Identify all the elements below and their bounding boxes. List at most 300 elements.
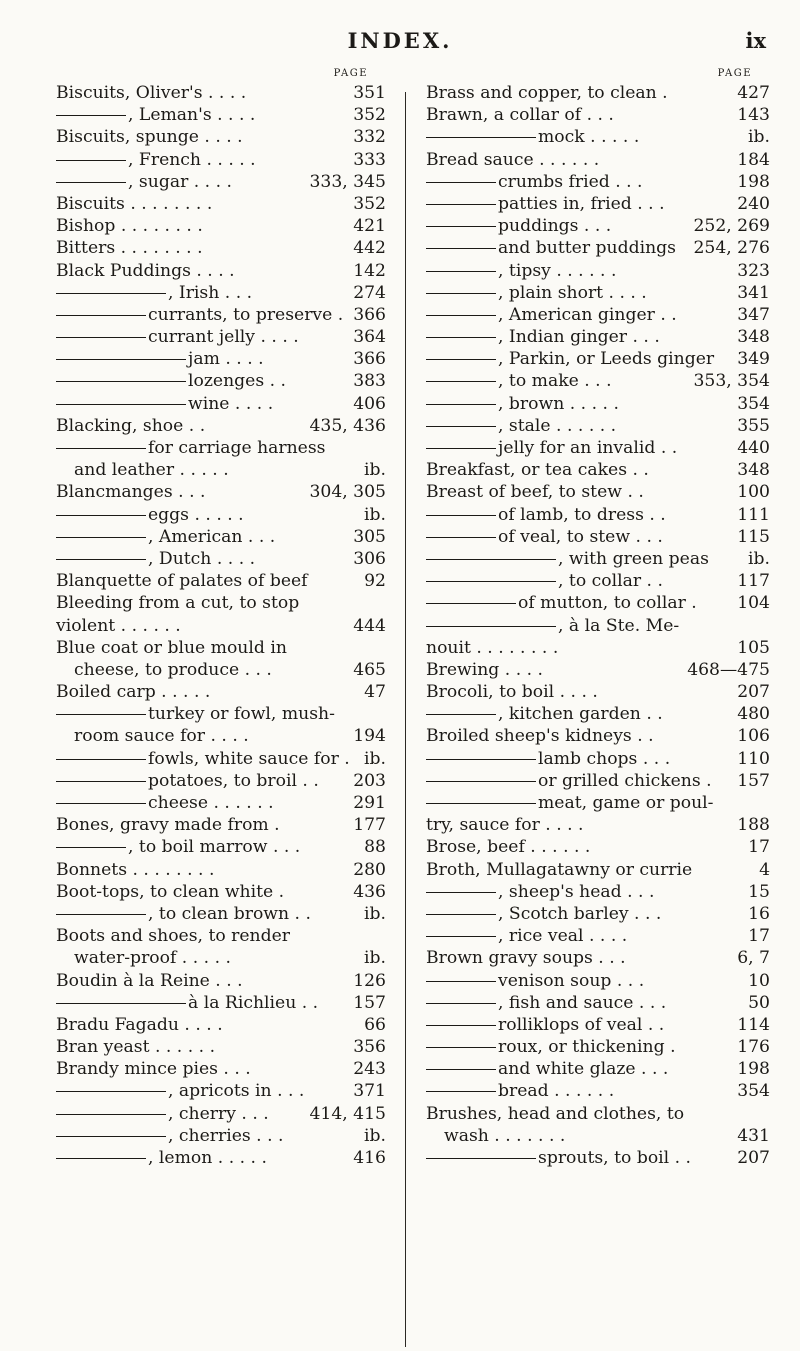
ditto-dash (426, 226, 496, 227)
index-entry (56, 814, 386, 836)
entry-page-number: 354 (737, 393, 770, 414)
entry-page-number: 280 (353, 859, 386, 880)
entry-page-number: 104 (737, 593, 770, 614)
entry-page-number: ib. (364, 948, 386, 969)
index-entry (56, 326, 386, 348)
index-entry (426, 703, 770, 725)
ditto-dash (56, 381, 186, 382)
index-entry (426, 215, 770, 237)
index-entry (426, 1014, 770, 1036)
entry-label (426, 925, 627, 947)
entry-label (56, 193, 212, 215)
index-entry (56, 82, 386, 104)
entry-text: Biscuits . . . . . . . . (56, 193, 213, 214)
entry-page-number: 207 (737, 682, 770, 703)
entry-label (426, 481, 644, 503)
entry-label (426, 592, 697, 614)
entry-label (426, 570, 663, 592)
entry-label (426, 947, 626, 969)
entry-text: roux, or thickening . (498, 1037, 676, 1058)
entry-page-number: 333, 345 (309, 171, 386, 192)
ditto-dash (56, 448, 146, 449)
entry-label (56, 703, 335, 725)
entry-page-number: 414, 415 (309, 1103, 386, 1124)
ditto-dash (56, 537, 146, 538)
entry-text: , plain short . . . . (498, 282, 647, 303)
ditto-dash (426, 1003, 496, 1004)
entry-text: , American . . . (148, 526, 276, 547)
entry-text: puddings . . . (498, 216, 612, 237)
index-entry (426, 1036, 770, 1058)
ditto-dash (56, 1136, 166, 1137)
index-list-right (426, 82, 770, 1169)
entry-label (426, 393, 619, 415)
ditto-dash (426, 448, 496, 449)
entry-label (426, 282, 647, 304)
entry-label (56, 925, 290, 947)
index-entry (426, 82, 770, 104)
entry-text: and butter puddings (498, 238, 676, 259)
index-column-right (426, 66, 770, 1169)
entry-page-number: 240 (737, 193, 770, 214)
index-entry (56, 637, 386, 659)
index-entry (426, 437, 770, 459)
entry-page-number: 436 (353, 881, 386, 902)
index-entry (426, 481, 770, 503)
entry-label (56, 1080, 304, 1102)
index-entry (56, 348, 386, 370)
ditto-dash (426, 537, 496, 538)
entry-label (426, 215, 611, 237)
entry-text: , with green peas (558, 548, 709, 569)
entry-page-number: 114 (737, 1014, 770, 1035)
ditto-dash (56, 515, 146, 516)
entry-page-number: 15 (748, 881, 770, 902)
entry-text: , fish and sauce . . . (498, 992, 667, 1013)
ditto-dash (56, 803, 146, 804)
ditto-dash (56, 115, 126, 116)
index-entry (56, 1014, 386, 1036)
index-entry (56, 748, 386, 770)
entry-text: of veal, to stew . . . (498, 526, 663, 547)
entry-label (56, 859, 214, 881)
entry-text: mock . . . . . (538, 127, 640, 148)
entry-text: Brushes, head and clothes, to (426, 1103, 685, 1124)
entry-page-number: 176 (737, 1037, 770, 1058)
entry-page-number: 254, 276 (693, 238, 770, 259)
entry-page-number: 194 (353, 726, 386, 747)
entry-page-number: 110 (737, 748, 770, 769)
index-entry (426, 615, 770, 637)
page-number: ix (745, 28, 766, 53)
ditto-dash (426, 1069, 496, 1070)
entry-label (56, 215, 203, 237)
entry-label (56, 237, 203, 259)
entry-text: Brown gravy soups . . . (426, 948, 626, 969)
entry-text: , rice veal . . . . (498, 926, 628, 947)
entry-label (426, 415, 616, 437)
ditto-dash (426, 359, 496, 360)
ditto-dash (56, 160, 126, 161)
ditto-dash (426, 137, 536, 138)
index-entry (56, 437, 386, 459)
index-entry (56, 504, 386, 526)
index-entry (56, 171, 386, 193)
index-entry (426, 748, 770, 770)
entry-label (56, 681, 210, 703)
entry-page-number: 353, 354 (693, 371, 770, 392)
entry-label (426, 615, 679, 637)
entry-page-number: 416 (353, 1148, 386, 1168)
index-entry (56, 792, 386, 814)
entry-text: sprouts, to boil . . (538, 1148, 692, 1168)
entry-page-number: 348 (737, 327, 770, 348)
entry-page-number: 16 (748, 903, 770, 924)
index-entry (56, 548, 386, 570)
entry-page-number: 100 (737, 482, 770, 503)
entry-page-number: 274 (353, 282, 386, 303)
index-entry (56, 459, 386, 481)
entry-label (56, 1058, 251, 1080)
entry-text: Bitters . . . . . . . . (56, 238, 203, 259)
index-entry (426, 1080, 770, 1102)
entry-text: Broth, Mullagatawny or currie (426, 859, 693, 880)
entry-page-number: 203 (353, 770, 386, 791)
ditto-dash (56, 359, 186, 360)
entry-text: à la Richlieu . . (188, 992, 319, 1013)
entry-page-number: 351 (353, 83, 386, 103)
entry-text: Blacking, shoe . . (56, 415, 206, 436)
entry-label (426, 548, 709, 570)
entry-text: , French . . . . . (128, 149, 256, 170)
entry-text: , Leman's . . . . (128, 105, 256, 126)
index-entry (426, 393, 770, 415)
entry-page-number: 468—475 (687, 659, 770, 680)
entry-label (56, 104, 255, 126)
index-entry (56, 1036, 386, 1058)
entry-page-number: 92 (364, 571, 386, 592)
index-entry (426, 548, 770, 570)
entry-label (56, 792, 274, 814)
entry-label (56, 348, 264, 370)
ditto-dash (426, 626, 556, 627)
entry-label (426, 260, 616, 282)
ditto-dash (426, 404, 496, 405)
entry-page-number: 333 (353, 149, 386, 170)
entry-text: Brose, beef . . . . . . (426, 837, 591, 858)
entry-label (426, 1147, 691, 1169)
ditto-dash (426, 714, 496, 715)
ditto-dash (426, 914, 496, 915)
entry-label (56, 437, 326, 459)
index-entry (56, 237, 386, 259)
index-entry (426, 326, 770, 348)
index-entry (426, 282, 770, 304)
ditto-dash (426, 781, 536, 782)
ditto-dash (426, 271, 496, 272)
entry-label (56, 725, 249, 747)
index-entry (426, 592, 770, 614)
ditto-dash (426, 204, 496, 205)
index-entry (56, 881, 386, 903)
entry-page-number: 157 (737, 770, 770, 791)
entry-text: currants, to preserve . (148, 304, 344, 325)
ditto-dash (426, 581, 556, 582)
ditto-dash (426, 936, 496, 937)
entry-text: , to boil marrow . . . (128, 837, 301, 858)
entry-label (426, 526, 663, 548)
index-entry (426, 881, 770, 903)
entry-label (56, 459, 229, 481)
entry-text: Black Puddings . . . . (56, 260, 235, 281)
entry-text: Blue coat or blue mould in (56, 637, 287, 658)
ditto-dash (56, 1114, 166, 1115)
entry-page-number: 184 (737, 149, 770, 170)
entry-page-number: 111 (737, 504, 770, 525)
index-entry (426, 947, 770, 969)
entry-text: cheese, to produce . . . (74, 659, 272, 680)
index-entry (426, 770, 770, 792)
index-entry (56, 925, 386, 947)
entry-text: Breast of beef, to stew . . (426, 482, 644, 503)
entry-page-number: 332 (353, 127, 386, 148)
entry-text: Blancmanges . . . (56, 482, 206, 503)
index-entry (56, 992, 386, 1014)
entry-text: fowls, white sauce for . (148, 748, 350, 769)
index-column-left (56, 66, 386, 1169)
entry-page-number: 465 (353, 659, 386, 680)
entry-text: , brown . . . . . (498, 393, 619, 414)
entry-page-number: 115 (737, 526, 770, 547)
entry-page-number: 355 (737, 415, 770, 436)
entry-label (426, 881, 654, 903)
entry-label (426, 836, 590, 858)
entry-page-number: 126 (353, 970, 386, 991)
entry-text: meat, game or poul- (538, 793, 714, 813)
entry-label (426, 970, 644, 992)
entry-label (56, 1103, 269, 1125)
entry-text: Boot-tops, to clean white . (56, 881, 285, 902)
index-entry (426, 1147, 770, 1169)
entry-page-number: 47 (364, 682, 386, 703)
index-entry (426, 459, 770, 481)
entry-text: Biscuits, Oliver's . . . . (56, 83, 247, 103)
entry-page-number: 364 (353, 327, 386, 348)
entry-label (426, 504, 666, 526)
entry-text: Bleeding from a cut, to stop (56, 593, 300, 614)
page-title: INDEX. (347, 28, 453, 53)
entry-label (426, 171, 643, 193)
entry-text: , sugar . . . . (128, 171, 232, 192)
entry-label (426, 370, 612, 392)
index-entry (426, 925, 770, 947)
entry-page-number: ib. (364, 903, 386, 924)
ditto-dash (426, 293, 496, 294)
index-entry (56, 947, 386, 969)
index-entry (56, 304, 386, 326)
entry-page-number: 348 (737, 460, 770, 481)
index-entry (426, 836, 770, 858)
entry-text: , tipsy . . . . . . (498, 260, 617, 281)
index-entry (426, 637, 770, 659)
entry-page-number: 50 (748, 992, 770, 1013)
index-entry (56, 570, 386, 592)
entry-label (426, 992, 666, 1014)
ditto-dash (56, 759, 146, 760)
index-entry (426, 126, 770, 148)
ditto-dash (426, 759, 536, 760)
entry-text: nouit . . . . . . . . (426, 637, 559, 658)
entry-text: Brewing . . . . (426, 659, 544, 680)
entry-label (426, 703, 663, 725)
entry-text: and white glaze . . . (498, 1059, 669, 1080)
index-entry (56, 1058, 386, 1080)
entry-text: wash . . . . . . . (444, 1125, 566, 1146)
entry-text: try, sauce for . . . . (426, 815, 584, 836)
entry-page-number: 198 (737, 171, 770, 192)
entry-page-number: 88 (364, 837, 386, 858)
index-entry (426, 348, 770, 370)
index-entry (426, 526, 770, 548)
entry-text: crumbs fried . . . (498, 171, 643, 192)
entry-text: violent . . . . . . (56, 615, 181, 636)
entry-label (426, 304, 677, 326)
entry-label (56, 659, 272, 681)
entry-label (426, 193, 665, 215)
entry-page-number: ib. (364, 1125, 386, 1146)
entry-text: venison soup . . . (498, 970, 645, 991)
index-entry (56, 104, 386, 126)
index-entry (56, 659, 386, 681)
entry-label (426, 1058, 668, 1080)
index-entry (56, 725, 386, 747)
ditto-dash (56, 293, 166, 294)
index-entry (426, 859, 770, 881)
index-entry (426, 1125, 770, 1147)
index-entry (426, 104, 770, 126)
index-entry (56, 770, 386, 792)
entry-label (56, 637, 287, 659)
entry-label (56, 903, 311, 925)
entry-text: lamb chops . . . (538, 748, 671, 769)
entry-text: Biscuits, spunge . . . . (56, 127, 243, 148)
index-entry (56, 215, 386, 237)
index-entry (56, 970, 386, 992)
index-entry (56, 481, 386, 503)
entry-label (426, 1080, 614, 1102)
index-entry (426, 970, 770, 992)
entry-label (56, 1125, 284, 1147)
entry-label (56, 1147, 267, 1169)
entry-text: , Scotch barley . . . (498, 903, 662, 924)
ditto-dash (426, 1047, 496, 1048)
entry-label (426, 659, 543, 681)
ditto-dash (426, 1091, 496, 1092)
entry-text: Bones, gravy made from . (56, 815, 280, 836)
entry-text: jelly for an invalid . . (498, 438, 678, 458)
entry-page-number: 304, 305 (309, 482, 386, 503)
index-entry (56, 1125, 386, 1147)
entry-page-number: 383 (353, 371, 386, 392)
index-entry (426, 193, 770, 215)
entry-page-number: 352 (353, 105, 386, 126)
entry-text: room sauce for . . . . (74, 726, 249, 747)
entry-page-number: 356 (353, 1037, 386, 1058)
index-entry (56, 1147, 386, 1169)
index-entry (56, 370, 386, 392)
entry-text: Bran yeast . . . . . . (56, 1037, 216, 1058)
entry-label (56, 570, 308, 592)
entry-label (56, 770, 319, 792)
entry-page-number: 188 (737, 815, 770, 836)
index-entry (426, 504, 770, 526)
index-list-left (56, 82, 386, 1169)
entry-page-number: 341 (737, 282, 770, 303)
entry-label (56, 970, 243, 992)
entry-label (56, 149, 256, 171)
entry-text: turkey or fowl, mush- (148, 704, 335, 725)
entry-page-number: 442 (353, 238, 386, 259)
index-entry (426, 370, 770, 392)
entry-page-number: 371 (353, 1081, 386, 1102)
entry-text: , Irish . . . (168, 282, 253, 303)
entry-page-number: 366 (353, 304, 386, 325)
entry-text: Bishop . . . . . . . . (56, 216, 203, 237)
entry-label (426, 903, 661, 925)
entry-text: potatoes, to broil . . (148, 770, 319, 791)
entry-text: of mutton, to collar . (518, 593, 697, 614)
ditto-dash (426, 892, 496, 893)
page-header (0, 22, 800, 62)
entry-text: , stale . . . . . . (498, 415, 617, 436)
entry-label (56, 370, 286, 392)
entry-text: Bradu Fagadu . . . . (56, 1014, 223, 1035)
entry-text: , to clean brown . . (148, 903, 311, 924)
entry-page-number: 406 (353, 393, 386, 414)
entry-label (56, 481, 205, 503)
entry-label (56, 836, 300, 858)
entry-text: eggs . . . . . (148, 504, 244, 525)
entry-page-number: 4 (759, 859, 770, 880)
index-entry (426, 725, 770, 747)
entry-page-number: 10 (748, 970, 770, 991)
ditto-dash (426, 1025, 496, 1026)
ditto-dash (426, 426, 496, 427)
entry-text: , cherry . . . (168, 1103, 269, 1124)
entry-text: Bonnets . . . . . . . . (56, 859, 215, 880)
entry-label (426, 149, 599, 171)
index-entry (56, 903, 386, 925)
entry-label (56, 748, 350, 770)
entry-text: , American ginger . . (498, 304, 677, 325)
entry-text: currant jelly . . . . (148, 327, 299, 348)
ditto-dash (426, 182, 496, 183)
index-entry (56, 836, 386, 858)
entry-page-number: 435, 436 (309, 415, 386, 436)
entry-page-number: ib. (364, 460, 386, 481)
entry-page-number: 291 (353, 793, 386, 813)
index-entry (426, 171, 770, 193)
index-entry (56, 859, 386, 881)
entry-text: rolliklops of veal . . (498, 1014, 665, 1035)
entry-text: , kitchen garden . . (498, 704, 663, 725)
entry-page-number: 17 (748, 926, 770, 947)
entry-text: lozenges . . (188, 371, 286, 392)
entry-page-number: 440 (737, 438, 770, 458)
entry-page-number: 421 (353, 216, 386, 237)
entry-page-number: 207 (737, 1148, 770, 1168)
entry-text: Brandy mince pies . . . (56, 1059, 251, 1080)
